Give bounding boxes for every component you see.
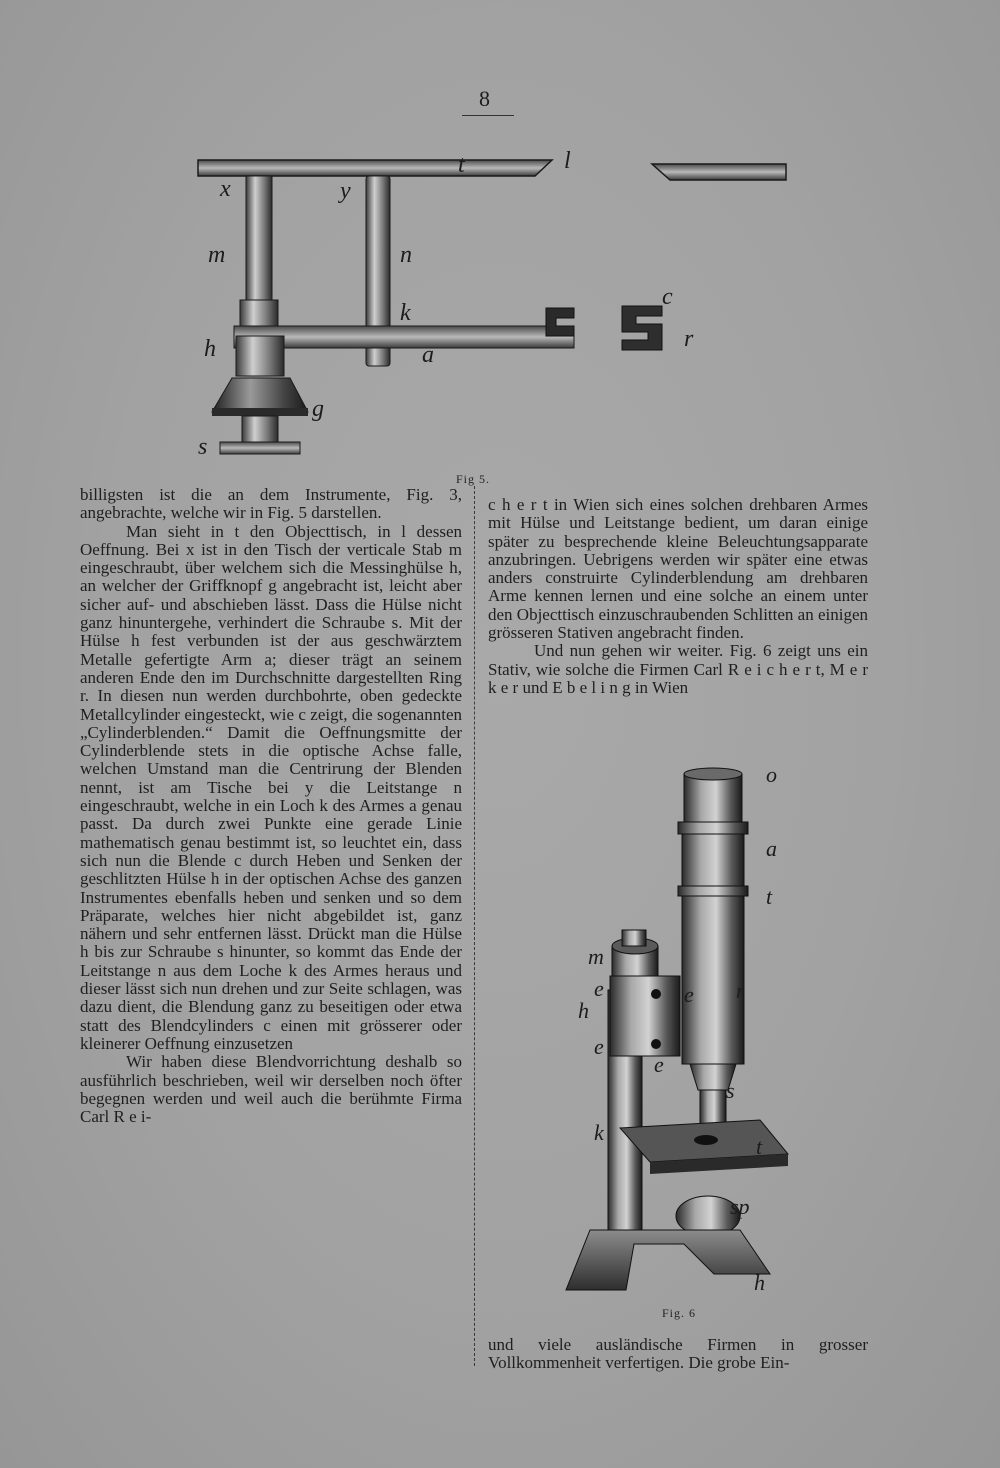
fig5-label-g: g bbox=[312, 396, 324, 422]
fig5-label-a: a bbox=[422, 342, 434, 368]
figure-6-caption: Fig. 6 bbox=[662, 1306, 697, 1320]
fig6-label-sp: sp bbox=[730, 1194, 750, 1219]
page-number: 8 bbox=[479, 86, 491, 111]
fig6-label-m: m bbox=[588, 944, 604, 969]
fig5-label-k: k bbox=[400, 300, 411, 326]
fig6-label-h-foot: h bbox=[754, 1270, 765, 1295]
figure-6-microscope-illustration bbox=[560, 760, 800, 1300]
fig6-label-a: a bbox=[766, 836, 777, 861]
left-paragraph-1: billigsten ist die an dem Instrumente, Fig. 3, angebrachte, welche wir in Fig. 5 darstellen. bbox=[80, 485, 462, 523]
right-text-column bbox=[488, 496, 868, 697]
figure-5-illustration bbox=[190, 140, 800, 470]
fig6-label-h-side: h bbox=[578, 998, 589, 1023]
right-text-column-bottom bbox=[488, 1336, 868, 1373]
fig6-label-t-upper: t bbox=[766, 884, 773, 909]
fig5-label-m: m bbox=[208, 242, 226, 268]
left-paragraph-3: Wir haben diese Blendvorrichtung deshalb so ausführlich beschrieben, weil wir derselben noch öfter begegnen werden und weil auch die berühmte Firma Carl R e i- bbox=[80, 1052, 462, 1127]
fig5-label-x: x bbox=[220, 176, 231, 202]
fig5-label-n: n bbox=[400, 242, 412, 268]
right-paragraph-1: c h e r t in Wien sich eines solchen drehbaren Armes mit Hülse und Leitstange bedient, um daran einige später zu besprechende kleine Beleuchtungsapparate anzubringen. Uebrigens werden wir später eine etwas anders construirte Cylinderblendung am drehbaren Arme kennen lernen und eine solche an einem unter den Objecttisch einzuschraubenden Schlitten an einigen grösseren Stativen angebracht finden. bbox=[488, 495, 869, 643]
fig6-label-t-stage: t bbox=[756, 1134, 763, 1159]
fig5-label-r: r bbox=[684, 326, 694, 352]
fig6-label-e2: e bbox=[684, 982, 694, 1007]
fig5-label-h: h bbox=[204, 336, 216, 362]
page-number-rule bbox=[462, 115, 514, 116]
left-paragraph-2: Man sieht in t den Objecttisch, in l dessen Oeffnung. Bei x ist in den Tisch der verticale Stab m eingeschraubt, über welchem sich die Messinghülse h, an welcher der Griffknopf g angebracht ist, leicht aber sicher auf- und abschieben lässt. Dass die Hülse nicht ganz hinuntergehe, verhindert die Schraube s. Mit der Hülse h fest verbunden ist der aus geschwärztem Metalle gefertigte Arm a; dieser trägt an seinem anderen Ende den im Durchschnitte dargestellten Ring r. In diesen nun werden durchbohrte, oben gedeckte Metallcylinder eingesteckt, wie c zeigt, die sogenannten „Cylinderblenden.“ Damit die Oeffnungsmitte der Cylinderblende stets in die optische Achse falle, welchen Umstand man die Centrirung der Blenden nennt, ist am Tische bei y die Leitstange n eingeschraubt, welche in ein Loch k des Armes a genau passt. Da durch zwei Punkte eine gerade Linie mathematisch genau bestimmt ist, so leuchtet ein, dass sich nun die Blende c durch Heben und Senken der geschlitzten Hülse h in der optischen Achse des ganzen Instrumentes ebenfalls heben und senken und so dem Präparate, welches hier nicht abgebildet ist, ganz nähern und sehr entfernen lässt. Drückt man die Hülse h bis zur Schraube s hinunter, so kommt das Ende der Leitstange n aus dem Loche k des Armes heraus und dieser lässt sich nun drehen und zur Seite schlagen, was dazu dient, die Blendung ganz zu beseitigen oder etwa statt des Blendcylinders c einen mit grösserer oder kleinerer Oeffnung einzusetzen bbox=[80, 521, 462, 1053]
fig6-label-k: k bbox=[594, 1120, 604, 1145]
fig5-label-s: s bbox=[198, 434, 208, 460]
column-divider bbox=[474, 486, 475, 1366]
left-text-column bbox=[80, 486, 462, 1126]
fig6-label-s: s bbox=[726, 1078, 735, 1103]
fig6-label-r: r bbox=[736, 978, 745, 1003]
figure-5-caption: Fig 5. bbox=[456, 472, 491, 486]
fig5-label-l: l bbox=[564, 148, 571, 174]
fig6-label-o: o bbox=[766, 762, 777, 787]
right-paragraph-3: und viele ausländische Firmen in grosser Vollkommenheit verfertigen. Die grobe Ein- bbox=[488, 1335, 868, 1373]
fig5-label-y: y bbox=[340, 178, 351, 204]
right-paragraph-2: Und nun gehen wir weiter. Fig. 6 zeigt uns ein Stativ, wie solche die Firmen Carl R e i c h e r t, M e r k e r und E b e l i n g in Wien bbox=[488, 641, 868, 697]
fig5-label-c: c bbox=[662, 284, 673, 310]
fig6-label-e3: e bbox=[594, 1034, 604, 1059]
fig6-label-e1: e bbox=[594, 976, 604, 1001]
fig5-label-t: t bbox=[458, 152, 465, 178]
fig6-label-e4: e bbox=[654, 1052, 664, 1077]
